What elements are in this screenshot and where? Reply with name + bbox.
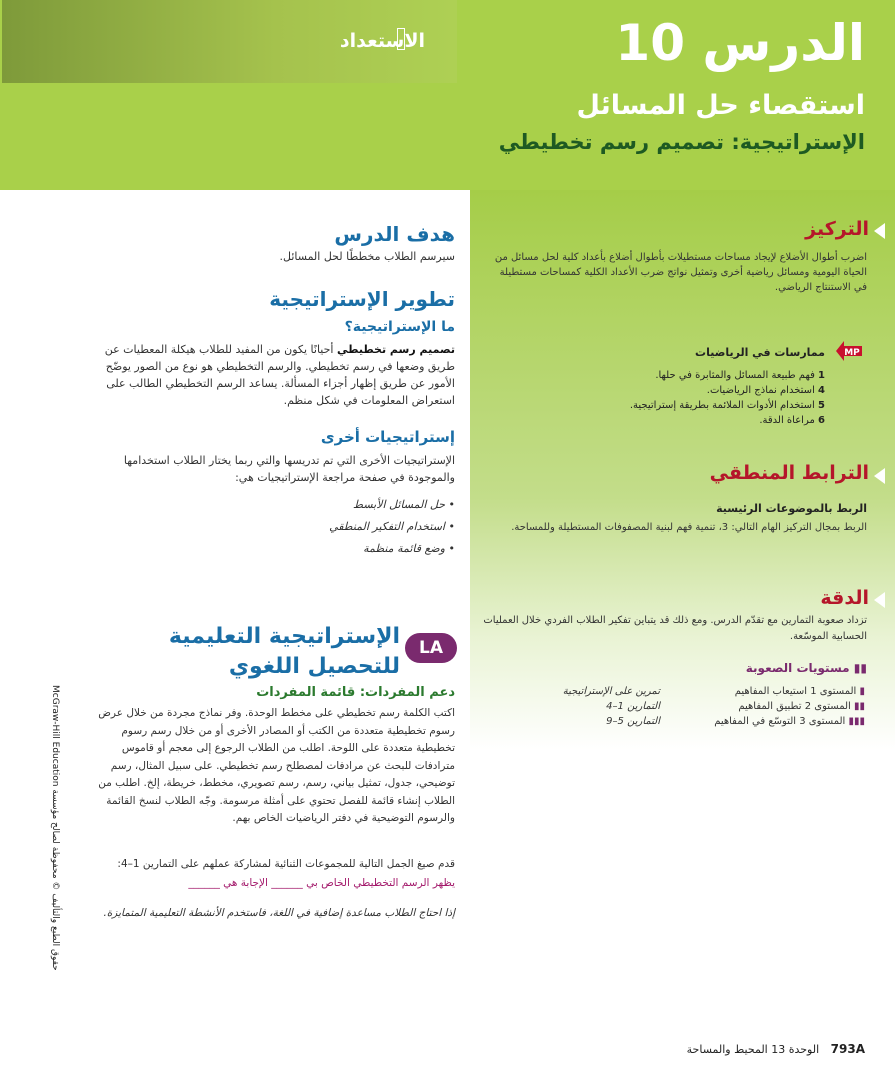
- level-2-icon: ▮▮: [850, 701, 865, 712]
- list-item: • وضع قائمة منظمة: [205, 538, 455, 560]
- math-practices-icon: [834, 337, 864, 365]
- ell-heading: الإستراتيجية التعليمية للتحصيل اللغوي: [168, 624, 400, 679]
- level-item: ▮ المستوى 1 استيعاب المفاهيم: [734, 686, 865, 697]
- level-exercises: التمارين 1–4: [606, 701, 660, 712]
- copyright-notice: [46, 685, 66, 971]
- list-item: • حل المسائل الأبسط: [205, 494, 455, 516]
- what-strategy-heading: ما الإستراتيجية؟: [344, 319, 455, 335]
- other-strategies-intro: الإستراتيجيات الأخرى التي تم تدريسها والتي ربما يختار الطلاب استخدامها والموجودة في صفحة مراجعة الإستراتيجيات هي:: [123, 454, 455, 484]
- practice-item: 5 استخدام الأدوات الملائمة بطريقة إستراتيجية.: [629, 400, 825, 411]
- coherence-subheading: الربط بالموضوعات الرئيسية: [716, 502, 867, 515]
- prep-label: الاستعداد: [339, 30, 425, 52]
- lesson-title: الدرس 10: [615, 14, 865, 72]
- section-triangle-icon: [874, 592, 885, 608]
- rigor-text: تزداد صعوبة التمارين مع تقدّم الدرس. ومع ذلك قد يتباين تفكير الطلاب الفردي خلال العمليات الحسابية الموسّعة.: [483, 615, 867, 642]
- level-exercises: التمارين 5–9: [606, 716, 660, 727]
- objective-heading: هدف الدرس: [334, 222, 455, 246]
- rigor-heading: الدقة: [820, 587, 869, 609]
- ell-note: إذا احتاج الطلاب مساعدة إضافية في اللغة، فاستخدم الأنشطة التعليمية المتمايزة.: [103, 907, 455, 919]
- practices-title: ممارسات في الرياضيات: [695, 346, 825, 359]
- strategy-dev-heading: تطوير الإستراتيجية: [269, 287, 455, 311]
- levels-exercises: [510, 684, 660, 729]
- sentence-frames-intro: قدم صيغ الجمل التالية للمجموعات الثنائية لمشاركة عملهم على التمارين 1–4:: [117, 858, 455, 870]
- level-item: ▮▮▮ المستوى 3 التوسّع في المفاهيم: [714, 716, 865, 727]
- coherence-heading: الترابط المنطقي: [709, 462, 869, 484]
- other-strategies-list: [205, 494, 455, 560]
- practices-list: [525, 368, 825, 428]
- difficulty-levels-title: ▮▮ مستويات الصعوبة: [745, 661, 867, 675]
- page-number: 793A: [830, 1042, 865, 1056]
- ell-subheading: دعم المفردات: قائمة المفردات: [256, 685, 455, 700]
- page-footer: [640, 1042, 865, 1062]
- level-exercises: تمرين على الإستراتيجية: [562, 686, 660, 697]
- level-3-icon: ▮▮▮: [845, 716, 865, 727]
- levels-list: [690, 684, 865, 729]
- other-strategies-heading: إستراتيجيات أخرى: [320, 428, 455, 446]
- practice-item: 6 مراعاة الدقة.: [759, 415, 825, 426]
- focus-heading: التركيز: [805, 218, 869, 240]
- svg-text:MP: MP: [844, 348, 860, 358]
- ell-text: اكتب الكلمة رسم تخطيطي على مخطط الوحدة. وفر نماذج مجردة من خلال عرض رسوم تخطيطية متعددة من الكتب أو المصادر الأخرى أو من خلال رسم رسوم تخطيطية متعددة على اللوحة. اطلب من الطلاب الرجوع إلى معجم أو قاموس مترادفات للبحث عن مرادفات لمصطلح رسم تخطيطي. على سبيل المثال، رسم توضيحي، جدول، تمثيل بياني، رسم، رسم تصويري، مخطط، خريطة، إلخ. اطلب من الطلاب إنشاء قائمة للفصل تحتوي على أمثلة مرسومة. وجّه الطلاب لنسخ القائمة والرسوم التوضيحية في دفتر الرياضيات الخاص بهم.: [98, 707, 455, 824]
- objective-text: سيرسم الطلاب مخططًا لحل المسائل.: [279, 250, 455, 263]
- language-acquisition-badge: LA: [405, 633, 457, 663]
- practice-item: 4 استخدام نماذج الرياضيات.: [706, 385, 825, 396]
- page-title: استقصاء حل المسائل: [576, 90, 865, 121]
- practice-item: 1 فهم طبيعة المسائل والمثابرة في حلها.: [655, 370, 825, 381]
- level-1-icon: ▮: [856, 686, 865, 697]
- strategy-text: تصميم رسم تخطيطي أحيانًا يكون من المفيد للطلاب هيكلة المعطيات عن طريق وضعها في رسم تخطيطي. والرسم التخطيطي هو نوع من الصور يوضّح الأمور عن طريق إظهار أجزاء المسألة. يساعد الرسم التخطيطي الطالب على استعراض المعلومات في شكل منظم.: [104, 343, 455, 407]
- strategy-subtitle: الإستراتيجية: تصميم رسم تخطيطي: [498, 130, 865, 154]
- unit-label: الوحدة 13 المحيط والمساحة: [686, 1043, 820, 1056]
- levels-icon: ▮▮: [849, 661, 867, 675]
- focus-text: اضرب أطوال الأضلاع لإيجاد مساحات مستطيلات بأطوال أضلاع بأعداد كلية لحل مسائل من الحياة اليومية ومسائل رياضية أخرى وتمثيل نواتج ضرب الأعداد الكلية كمساحات مستطيلة في الاستنتاج الرياضي.: [494, 252, 867, 293]
- list-item: • استخدام التفكير المنطقي: [205, 516, 455, 538]
- section-triangle-icon: [874, 468, 885, 484]
- sentence-frame: يظهر الرسم التخطيطي الخاص بي ______ الإجابة هي ______: [188, 877, 455, 889]
- copyright-text: حقوق الطبع والتأليف © محفوظة لصالح مؤسسة McGraw-Hill Education: [50, 685, 60, 971]
- coherence-text: الربط بمجال التركيز الهام التالي: 3، تنمية فهم لبنية المصفوفات المستطيلة وللمساحة.: [511, 522, 867, 533]
- section-triangle-icon: [874, 223, 885, 239]
- level-item: ▮▮ المستوى 2 تطبيق المفاهيم: [738, 701, 865, 712]
